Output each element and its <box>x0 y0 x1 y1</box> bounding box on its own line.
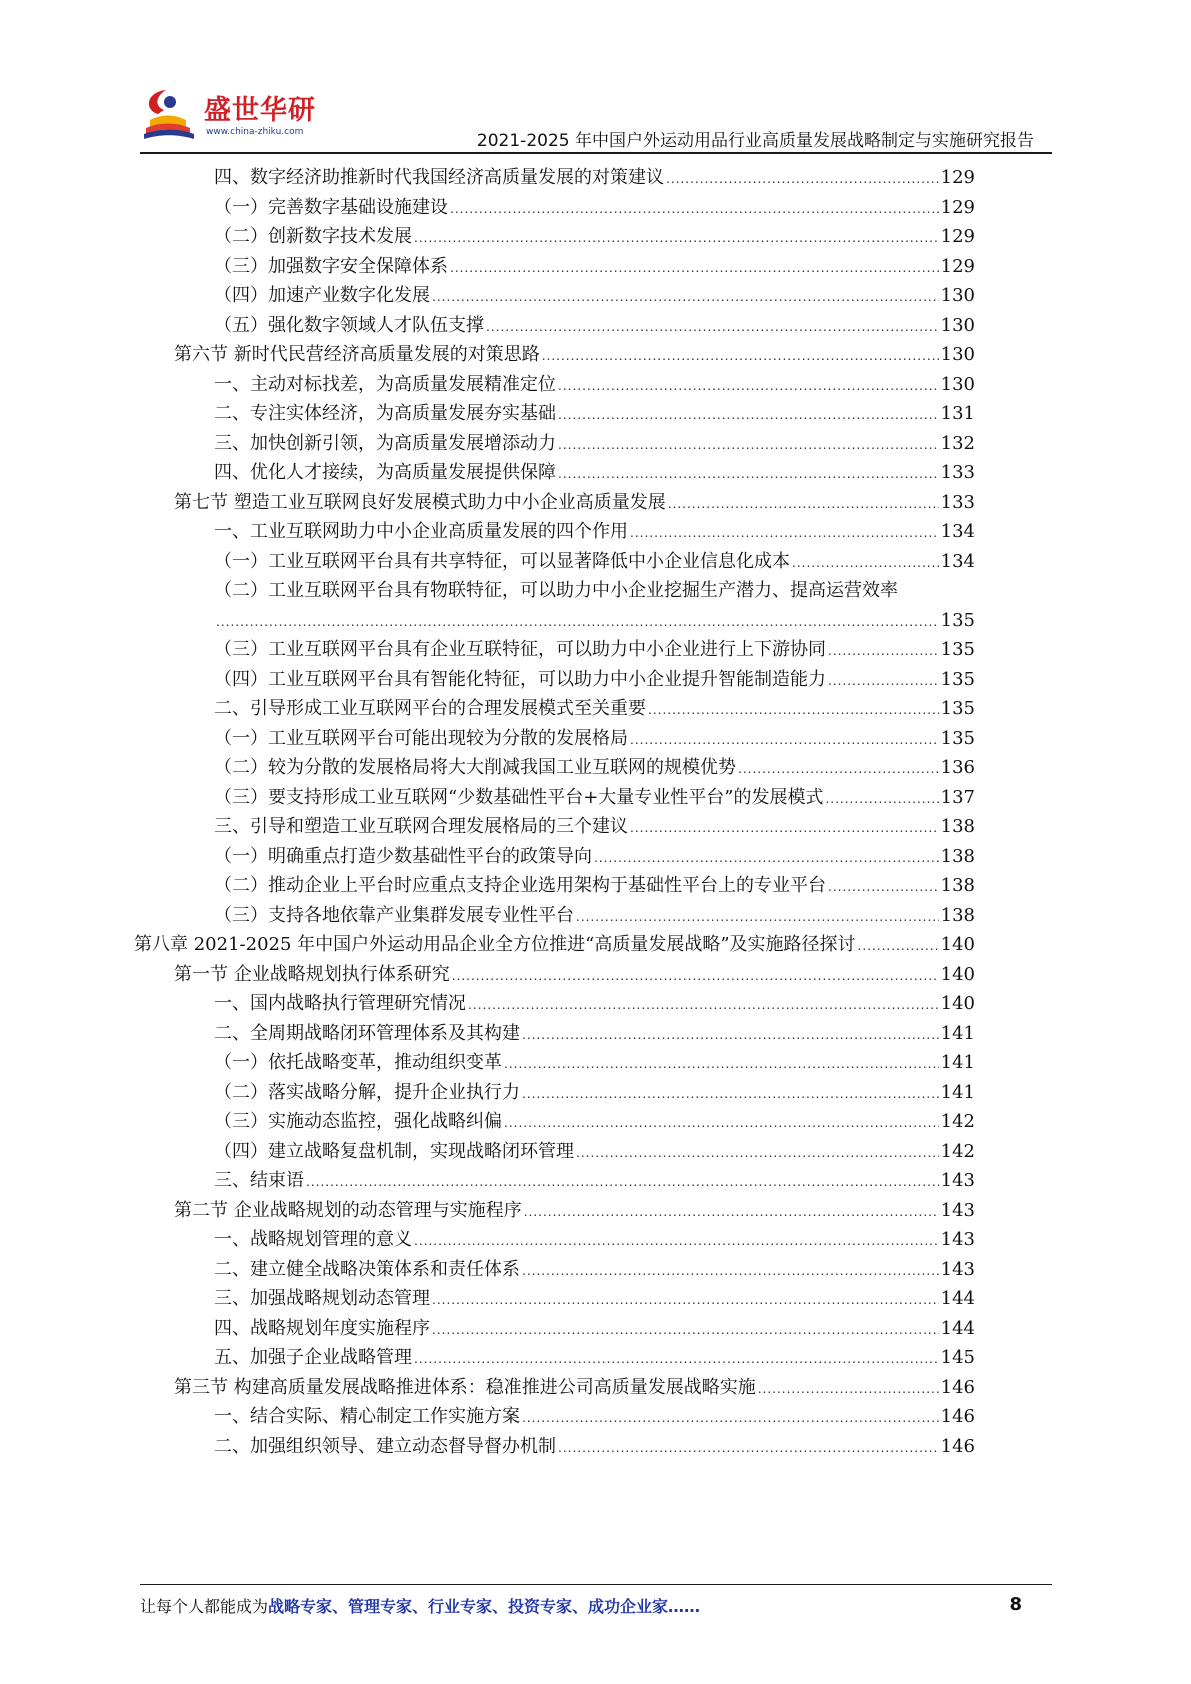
toc-entry-title: （二）推动企业上平台时应重点支持企业选用架构于基础性平台上的专业平台 <box>214 875 826 896</box>
toc-dot-leader <box>522 1020 939 1049</box>
page-number: 8 <box>1009 1594 1022 1615</box>
toc-dot-leader <box>630 725 939 754</box>
toc-entry-title: 二、专注实体经济，为高质量发展夯实基础 <box>214 403 556 424</box>
toc-dot-leader <box>825 784 938 813</box>
toc-entry-page: 146 <box>940 1406 975 1427</box>
toc-entry-title: 一、工业互联网助力中小企业高质量发展的四个作用 <box>214 521 628 542</box>
toc-dot-leader <box>576 902 939 931</box>
toc-entry-title: （一）明确重点打造少数基础性平台的政策导向 <box>214 845 592 867</box>
toc-entry-page: 140 <box>940 934 975 955</box>
toc-entry-page: 129 <box>940 196 975 218</box>
toc-entry-page: 145 <box>940 1347 975 1368</box>
toc-entry[interactable] <box>214 310 975 341</box>
toc-entry[interactable] <box>214 988 975 1019</box>
toc-entry[interactable] <box>214 369 975 400</box>
toc-dot-leader <box>576 1138 939 1167</box>
toc-entry-title: 三、加强战略规划动态管理 <box>214 1288 430 1309</box>
toc-entry-page: 141 <box>940 1022 975 1044</box>
toc-dot-leader <box>414 1226 939 1255</box>
toc-entry[interactable] <box>214 1401 975 1432</box>
toc-entry[interactable] <box>214 811 975 842</box>
company-logo <box>140 84 340 154</box>
toc-entry-title: （三）支持各地依靠产业集群发展专业性平台 <box>214 904 574 926</box>
toc-entry[interactable] <box>214 634 975 665</box>
toc-entry-page: 130 <box>940 285 975 306</box>
toc-dot-leader <box>450 253 939 282</box>
toc-entry[interactable] <box>214 841 975 872</box>
toc-entry-title: 第一节 企业战略规划执行体系研究 <box>174 963 450 985</box>
toc-entry-page: 141 <box>940 1052 975 1073</box>
toc-entry-page: 136 <box>940 757 975 778</box>
toc-dot-leader <box>522 1079 939 1108</box>
toc-dot-leader <box>522 1403 939 1432</box>
toc-entry-title: （四）建立战略复盘机制，实现战略闭环管理 <box>214 1140 574 1162</box>
logo-name: 盛世华研 <box>204 95 316 126</box>
toc-dot-leader <box>828 636 939 665</box>
toc-dot-leader <box>738 754 939 783</box>
toc-entry[interactable] <box>214 752 975 783</box>
toc-dot-leader <box>452 961 939 990</box>
toc-entry-title: （二）较为分散的发展格局将大大削减我国工业互联网的规模优势 <box>214 757 736 778</box>
toc-entry-title: （二）落实战略分解，提升企业执行力 <box>214 1081 520 1103</box>
toc-entry-title: （三）加强数字安全保障体系 <box>214 255 448 277</box>
toc-entry-title: （一）工业互联网平台可能出现较为分散的发展格局 <box>214 727 628 749</box>
toc-dot-leader <box>558 371 939 400</box>
toc-dot-leader <box>558 459 939 488</box>
toc-dot-leader <box>216 607 939 636</box>
toc-dot-leader <box>504 1108 939 1137</box>
toc-entry-page: 138 <box>940 904 975 926</box>
toc-dot-leader <box>666 164 939 193</box>
toc-entry[interactable] <box>214 1047 975 1078</box>
toc-entry[interactable] <box>214 1018 975 1049</box>
toc-dot-leader <box>558 430 939 459</box>
toc-entry-page: 130 <box>940 344 975 365</box>
toc-entry-page: 129 <box>940 226 975 247</box>
toc-entry[interactable] <box>214 1165 975 1196</box>
toc-entry-title: 一、结合实际、精心制定工作实施方案 <box>214 1406 520 1427</box>
toc-dot-leader <box>522 1256 939 1285</box>
toc-entry-title: 三、结束语 <box>214 1170 304 1191</box>
toc-entry-page: 133 <box>940 462 975 483</box>
toc-entry[interactable] <box>214 575 975 606</box>
toc-entry-title: （五）强化数字领域人才队伍支撑 <box>214 314 484 336</box>
logo-emblem-icon <box>140 84 202 146</box>
toc-dot-leader <box>558 400 939 429</box>
toc-entry[interactable] <box>214 1224 975 1255</box>
toc-entry-page: 133 <box>940 491 975 513</box>
toc-entry[interactable] <box>214 1254 975 1285</box>
toc-entry[interactable] <box>134 929 975 960</box>
logo-url: www.china-zhiku.com <box>206 127 304 137</box>
toc-entry-page: 144 <box>940 1317 975 1339</box>
toc-entry-title: 二、引导形成工业互联网平台的合理发展模式至关重要 <box>214 698 646 719</box>
toc-entry[interactable] <box>214 723 975 754</box>
toc-dot-leader <box>630 518 939 547</box>
toc-dot-leader <box>558 1433 939 1462</box>
toc-entry[interactable] <box>214 1283 975 1314</box>
toc-entry-title: 第二节 企业战略规划的动态管理与实施程序 <box>174 1199 522 1221</box>
toc-entry-title: （三）要支持形成工业互联网“少数基础性平台+大量专业性平台”的发展模式 <box>214 786 824 808</box>
toc-entry[interactable] <box>174 1372 975 1403</box>
toc-entry-page: 138 <box>940 875 975 896</box>
toc-entry-title: 一、国内战略执行管理研究情况 <box>214 993 466 1014</box>
toc-entry[interactable] <box>214 664 975 695</box>
toc-entry[interactable] <box>214 398 975 429</box>
toc-dot-leader <box>432 1315 939 1344</box>
toc-dot-leader <box>468 990 939 1019</box>
toc-entry[interactable] <box>174 1195 975 1226</box>
footer-divider <box>140 1584 1052 1585</box>
toc-entry[interactable] <box>214 1136 975 1167</box>
toc-entry-page: 135 <box>940 639 975 660</box>
page-header <box>0 0 1191 160</box>
toc-entry[interactable] <box>214 251 975 282</box>
toc-entry-title: 第七节 塑造工业互联网良好发展模式助力中小企业高质量发展 <box>174 491 666 513</box>
toc-entry-title: 第八章 2021-2025 年中国户外运动用品企业全方位推进“高质量发展战略”及实施路径探讨 <box>134 934 856 955</box>
toc-entry[interactable] <box>214 221 975 252</box>
toc-entry-page: 138 <box>940 845 975 867</box>
toc-entry-page: 140 <box>940 993 975 1014</box>
toc-entry[interactable] <box>214 693 975 724</box>
toc-entry-title: 三、加快创新引领，为高质量发展增添动力 <box>214 432 556 454</box>
toc-entry-title: （二）工业互联网平台具有物联特征，可以助力中小企业挖掘生产潜力、提高运营效率 <box>214 580 898 601</box>
toc-entry-page: 146 <box>940 1376 975 1398</box>
toc-entry-title: 四、数字经济助推新时代我国经济高质量发展的对策建议 <box>214 167 664 188</box>
toc-entry-title: 二、全周期战略闭环管理体系及其构建 <box>214 1022 520 1044</box>
toc-dot-leader <box>828 872 939 901</box>
toc-entry-page: 129 <box>940 255 975 277</box>
toc-dot-leader <box>450 194 939 223</box>
toc-dot-leader <box>414 1344 939 1373</box>
toc-entry[interactable] <box>214 1313 975 1344</box>
toc-entry-page: 132 <box>940 432 975 454</box>
toc-entry-page: 135 <box>940 698 975 719</box>
toc-dot-leader <box>414 223 939 252</box>
page-footer <box>140 1594 1052 1624</box>
toc-dot-leader <box>504 1049 939 1078</box>
toc-entry[interactable] <box>214 900 975 931</box>
toc-entry-page: 146 <box>940 1435 975 1457</box>
toc-entry-title: （三）实施动态监控，强化战略纠偏 <box>214 1111 502 1132</box>
toc-entry-page: 135 <box>940 609 975 631</box>
toc-entry-title: 二、建立健全战略决策体系和责任体系 <box>214 1258 520 1280</box>
toc-dot-leader <box>758 1374 939 1403</box>
toc-entry-page: 135 <box>940 727 975 749</box>
toc-dot-leader <box>542 341 939 370</box>
toc-entry-page: 131 <box>940 403 975 424</box>
toc-entry[interactable] <box>214 782 975 813</box>
toc-entry-title: （四）加速产业数字化发展 <box>214 285 430 306</box>
toc-entry[interactable] <box>214 192 975 223</box>
toc-entry-title: （一）工业互联网平台具有共享特征，可以显著降低中小企业信息化成本 <box>214 550 790 572</box>
toc-entry-title: 第三节 构建高质量发展战略推进体系：稳准推进公司高质量发展战略实施 <box>174 1376 756 1398</box>
toc-entry[interactable] <box>214 1431 975 1462</box>
toc-dot-leader <box>524 1197 939 1226</box>
toc-entry-page: 134 <box>940 550 975 572</box>
toc-dot-leader <box>486 312 939 341</box>
toc-entry-page: 143 <box>940 1229 975 1250</box>
toc-entry-title: 第六节 新时代民营经济高质量发展的对策思路 <box>174 344 540 365</box>
toc-dot-leader <box>828 666 939 695</box>
toc-dot-leader <box>648 695 939 724</box>
toc-entry-page: 129 <box>940 167 975 188</box>
footer-slogan-lead: 让每个人都能成为 <box>140 1597 269 1616</box>
toc-entry[interactable] <box>214 457 975 488</box>
footer-slogan <box>140 1597 700 1616</box>
toc-entry-title: 五、加强子企业战略管理 <box>214 1347 412 1368</box>
toc-entry-page: 130 <box>940 373 975 395</box>
toc-entry[interactable] <box>214 162 975 193</box>
toc-entry-page: 135 <box>940 668 975 690</box>
toc-entry-page: 137 <box>940 786 975 808</box>
toc-dot-leader <box>630 813 939 842</box>
toc-entry[interactable] <box>214 1077 975 1108</box>
toc-entry-page: 134 <box>940 521 975 542</box>
toc-entry-page: 141 <box>940 1081 975 1103</box>
toc-entry[interactable] <box>174 487 975 518</box>
toc-entry[interactable] <box>214 1106 975 1137</box>
toc-dot-leader <box>432 282 939 311</box>
toc-entry-page: 142 <box>940 1111 975 1132</box>
toc-entry-page: 143 <box>940 1258 975 1280</box>
toc-entry-title: 三、引导和塑造工业互联网合理发展格局的三个建议 <box>214 816 628 837</box>
toc-entry-title: （二）创新数字技术发展 <box>214 226 412 247</box>
toc-dot-leader <box>858 931 939 960</box>
toc-entry-title: （四）工业互联网平台具有智能化特征，可以助力中小企业提升智能制造能力 <box>214 668 826 690</box>
toc-entry-page: 142 <box>940 1140 975 1162</box>
toc-dot-leader <box>432 1285 939 1314</box>
toc-entry-page: 138 <box>940 816 975 837</box>
toc-entry-title: （一）依托战略变革，推动组织变革 <box>214 1052 502 1073</box>
toc-entry-title: （一）完善数字基础设施建设 <box>214 196 448 218</box>
toc-entry-title: 一、战略规划管理的意义 <box>214 1229 412 1250</box>
toc-entry-title: 二、加强组织领导、建立动态督导督办机制 <box>214 1435 556 1457</box>
toc-dot-leader <box>668 489 939 518</box>
toc-entry-page: 140 <box>940 963 975 985</box>
toc-entry-page: 144 <box>940 1288 975 1309</box>
toc-entry[interactable] <box>214 605 975 636</box>
toc-entry[interactable] <box>174 959 975 990</box>
toc-entry[interactable] <box>174 339 975 370</box>
toc-entry[interactable] <box>214 516 975 547</box>
toc-entry-title: 四、战略规划年度实施程序 <box>214 1317 430 1339</box>
toc-dot-leader <box>792 548 939 577</box>
toc-entry-page: 143 <box>940 1199 975 1221</box>
header-divider <box>140 152 1052 154</box>
toc-dot-leader <box>594 843 939 872</box>
report-title: 2021-2025 年中国户外运动用品行业高质量发展战略制定与实施研究报告 <box>476 131 1034 151</box>
toc-entry[interactable] <box>214 1342 975 1373</box>
toc-entry[interactable] <box>214 546 975 577</box>
toc-entry[interactable] <box>214 428 975 459</box>
toc-entry[interactable] <box>214 870 975 901</box>
toc-entry-page: 130 <box>940 314 975 336</box>
toc-entry-title: （三）工业互联网平台具有企业互联特征，可以助力中小企业进行上下游协同 <box>214 639 826 660</box>
footer-slogan-emphasis: 战略专家、管理专家、行业专家、投资专家、成功企业家…… <box>268 1597 701 1616</box>
toc-entry[interactable] <box>214 280 975 311</box>
toc-entry-page: 143 <box>940 1170 975 1191</box>
toc-entry-title: 一、主动对标找差，为高质量发展精准定位 <box>214 373 556 395</box>
toc-entry-title: 四、优化人才接续，为高质量发展提供保障 <box>214 462 556 483</box>
toc-dot-leader <box>306 1167 939 1196</box>
